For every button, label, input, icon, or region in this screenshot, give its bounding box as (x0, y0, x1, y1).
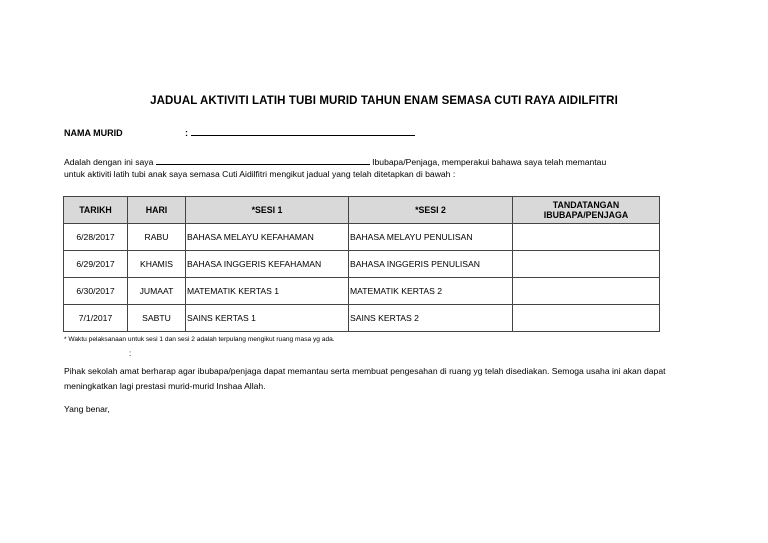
stray-colon: : (129, 349, 132, 358)
cell-session-2: SAINS KERTAS 2 (349, 305, 513, 332)
parent-name-blank[interactable] (156, 155, 370, 165)
student-name-row (64, 126, 415, 138)
declaration-line2: untuk aktiviti latih tubi anak saya semasa Cuti Aidilfitri mengikut jadual yang telah ditetapkan di bawah : (64, 169, 456, 179)
cell-date: 6/29/2017 (64, 251, 128, 278)
declaration-suffix: Ibubapa/Penjaga, memperakui bahawa saya telah memantau (372, 157, 607, 167)
cell-day: JUMAAT (128, 278, 186, 305)
cell-day: RABU (128, 224, 186, 251)
header-hari: HARI (128, 197, 186, 224)
student-name-label: NAMA MURID (64, 128, 123, 138)
cell-signature[interactable] (513, 278, 660, 305)
closing-text: Yang benar, (64, 404, 110, 414)
header-tarikh: TARIKH (64, 197, 128, 224)
cell-session-1: MATEMATIK KERTAS 1 (186, 278, 349, 305)
session-note: * Waktu pelaksanaan untuk sesi 1 dan sesi 2 adalah terpulang mengikut ruang masa yg ada. (64, 336, 335, 343)
table-row (64, 305, 660, 332)
cell-session-1: BAHASA MELAYU KEFAHAMAN (186, 224, 349, 251)
cell-session-2: MATEMATIK KERTAS 2 (349, 278, 513, 305)
cell-signature[interactable] (513, 224, 660, 251)
cell-date: 7/1/2017 (64, 305, 128, 332)
cell-session-1: BAHASA INGGERIS KEFAHAMAN (186, 251, 349, 278)
header-sesi-2: *SESI 2 (349, 197, 513, 224)
table-row (64, 224, 660, 251)
cell-session-2: BAHASA INGGERIS PENULISAN (349, 251, 513, 278)
cell-signature[interactable] (513, 305, 660, 332)
header-tandatangan: TANDATANGAN IBUBAPA/PENJAGA (513, 197, 660, 224)
cell-session-1: SAINS KERTAS 1 (186, 305, 349, 332)
declaration-prefix: Adalah dengan ini saya (64, 157, 154, 167)
cell-session-2: BAHASA MELAYU PENULISAN (349, 224, 513, 251)
cell-date: 6/28/2017 (64, 224, 128, 251)
table-row (64, 251, 660, 278)
cell-date: 6/30/2017 (64, 278, 128, 305)
cell-signature[interactable] (513, 251, 660, 278)
table-row (64, 278, 660, 305)
school-message: Pihak sekolah amat berharap agar ibubapa/penjaga dapat memantau serta membuat pengesahan di ruang yg telah disediakan. Semoga usaha ini akan dapat meningkatkan lagi prestasi murid-murid Inshaa Allah. (64, 366, 666, 391)
cell-day: KHAMIS (128, 251, 186, 278)
cell-day: SABTU (128, 305, 186, 332)
header-sesi-1: *SESI 1 (186, 197, 349, 224)
schedule-table (63, 196, 660, 332)
student-name-blank[interactable] (191, 126, 415, 136)
document-title: JADUAL AKTIVITI LATIH TUBI MURID TAHUN ENAM SEMASA CUTI RAYA AIDILFITRI (150, 95, 618, 107)
declaration-paragraph (64, 155, 704, 180)
table-header-row (64, 197, 660, 224)
student-name-colon: : (185, 128, 188, 138)
